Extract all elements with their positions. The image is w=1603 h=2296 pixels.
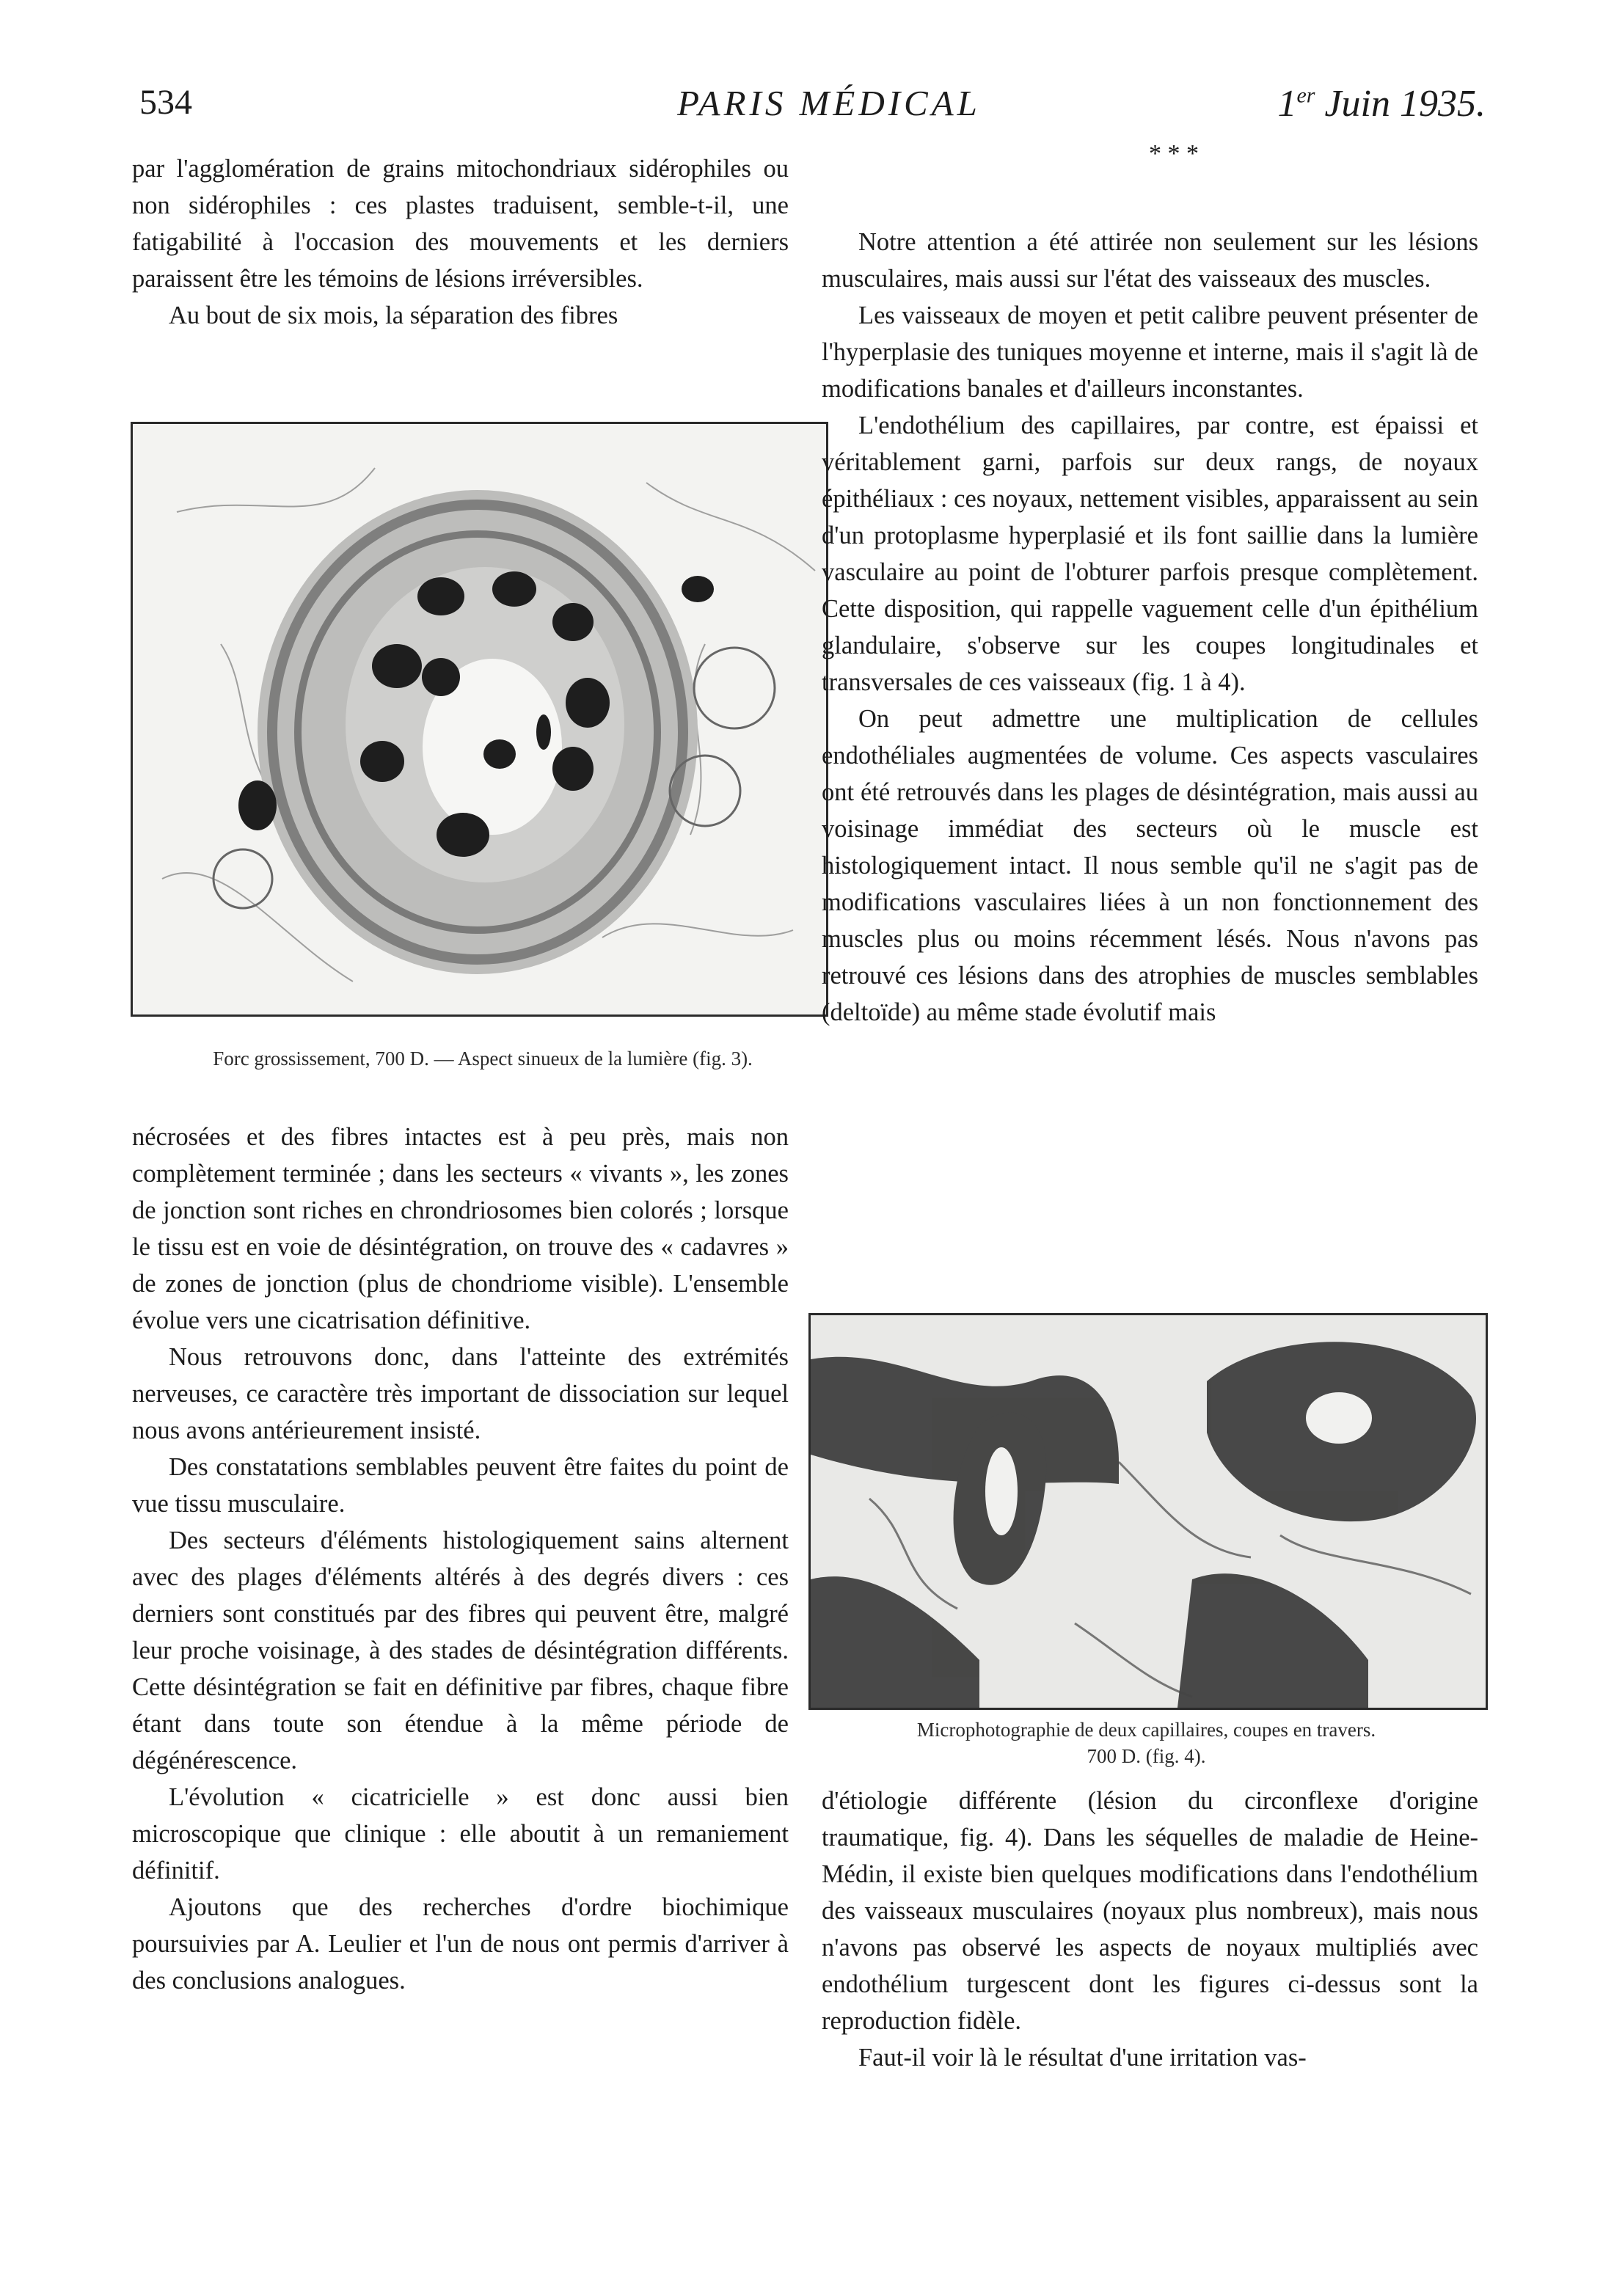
paragraph: Faut-il voir là le résultat d'une irritation vas- [858,2044,1307,2072]
paragraph: L'évolution « cicatricielle » est donc aussi bien microscopique que clinique : elle aboutit à un remaniement définitif. [132,1783,789,1884]
figure-4-micrograph [808,1313,1488,1710]
paragraph: Des secteurs d'éléments histologiquement sains alternent avec des plages d'éléments altérés à des degrés divers : ces derniers sont constitués par des fibres qui peuvent être, malgré leur proche voisinage, à des stades de désintégration différents. Cette désintégration se fait en définitive par fibres, chaque fibre étant dans toute son étendue à la même période de dégénérescence. [132,1527,789,1774]
paragraph: Au bout de six mois, la séparation des fibres [169,301,618,329]
paragraph: par l'agglomération de grains mitochondriaux sidérophiles ou non sidérophiles : ces plastes traduisent, semble-t-il, une fatigabilité à l'occasion des mouvements et les derniers paraissent être les témoins de lésions irréversibles. [132,155,789,293]
issue-date: 1er Juin 1935. [1277,83,1486,125]
figure-4-caption-line-1: Microphotographie de deux capillaires, coupes en travers. [916,1719,1376,1741]
figure-3-micrograph [131,422,828,1017]
right-column-top [822,224,1478,1031]
paragraph: Ajoutons que des recherches d'ordre biochimique poursuivies par A. Leulier et l'un de nous ont permis d'arriver à des conclusions analogues. [132,1893,789,1995]
running-header [139,82,1486,141]
figure-3-caption: Forc grossissement, 700 D. — Aspect sinueux de la lumière (fig. 3). [213,1048,753,1070]
figure-4-caption [814,1716,1478,1769]
page-number: 534 [139,83,192,122]
paragraph: Nous retrouvons donc, dans l'atteinte des extrémités nerveuses, ce caractère très important de dissociation sur lequel nous avons antérieurement insisté. [132,1343,789,1444]
figure-4-caption-line-2: 700 D. (fig. 4). [1087,1745,1206,1767]
paragraph: L'endothélium des capillaires, par contre, est épaissi et véritablement garni, parfois sur deux rangs, de noyaux épithéliaux : ces noyaux, nettement visibles, apparaissent au sein d'un protoplasme hyperplasié et ils font saillie dans la lumière vasculaire au point de l'obturer parfois presque complètement. Cette disposition, qui rappelle vaguement celle d'un épithélium glandulaire, s'observe sur les coupes longitudinales et transversales de ces vaisseaux (fig. 1 à 4). [822,412,1478,696]
capillary-cross-section-image [133,424,826,1014]
paragraph: d'étiologie différente (lésion du circonflexe d'origine traumatique, fig. 4). Dans les séquelles de maladie de Heine-Médin, il existe bien quelques modifications dans l'endothélium des vaisseaux musculaires (noyaux plus nombreux), mais nous n'avons pas observé les aspects de noyaux multipliés avec endothélium turgescent dont les figures ci-dessus sont la reproduction fidèle. [822,1787,1478,2035]
paragraph: On peut admettre une multiplication de cellules endothéliales augmentées de volume. Ces aspects vasculaires ont été retrouvés dans les plages de désintégration, mais aussi au voisinage immédiat des secteurs où le muscle est histologiquement intact. Il nous semble qu'il ne s'agit pas de modifications vasculaires liées à un non fonctionnement des muscles plus ou moins récemment lésés. Nous n'avons pas retrouvé ces lésions dans des atrophies de muscles semblables (deltoïde) au même stade évolutif mais [822,705,1478,1026]
paragraph: nécrosées et des fibres intactes est à peu près, mais non complètement terminée ; dans les secteurs « vivants », les zones de jonction sont riches en chrondriosomes bien colorés ; lorsque le tissu est en voie de désintégration, on trouve des « cadavres » de zones de jonction (plus de chondriome visible). L'ensemble évolue vers une cicatrisation définitive. [132,1123,789,1334]
left-column-top [132,150,789,334]
paragraph: Les vaisseaux de moyen et petit calibre peuvent présenter de l'hyperplasie des tuniques moyenne et interne, mais il s'agit là de modifications banales et d'ailleurs inconstantes. [822,301,1478,403]
journal-title: PARIS MÉDICAL [677,83,981,123]
right-column-bottom [822,1783,1478,2076]
section-separator: * * * [1149,140,1199,167]
two-capillaries-image [811,1315,1486,1708]
left-column-bottom [132,1119,789,1999]
paragraph: Notre attention a été attirée non seulement sur les lésions musculaires, mais aussi sur l'état des vaisseaux des muscles. [822,228,1478,293]
paragraph: Des constatations semblables peuvent être faites du point de vue tissu musculaire. [132,1453,789,1518]
